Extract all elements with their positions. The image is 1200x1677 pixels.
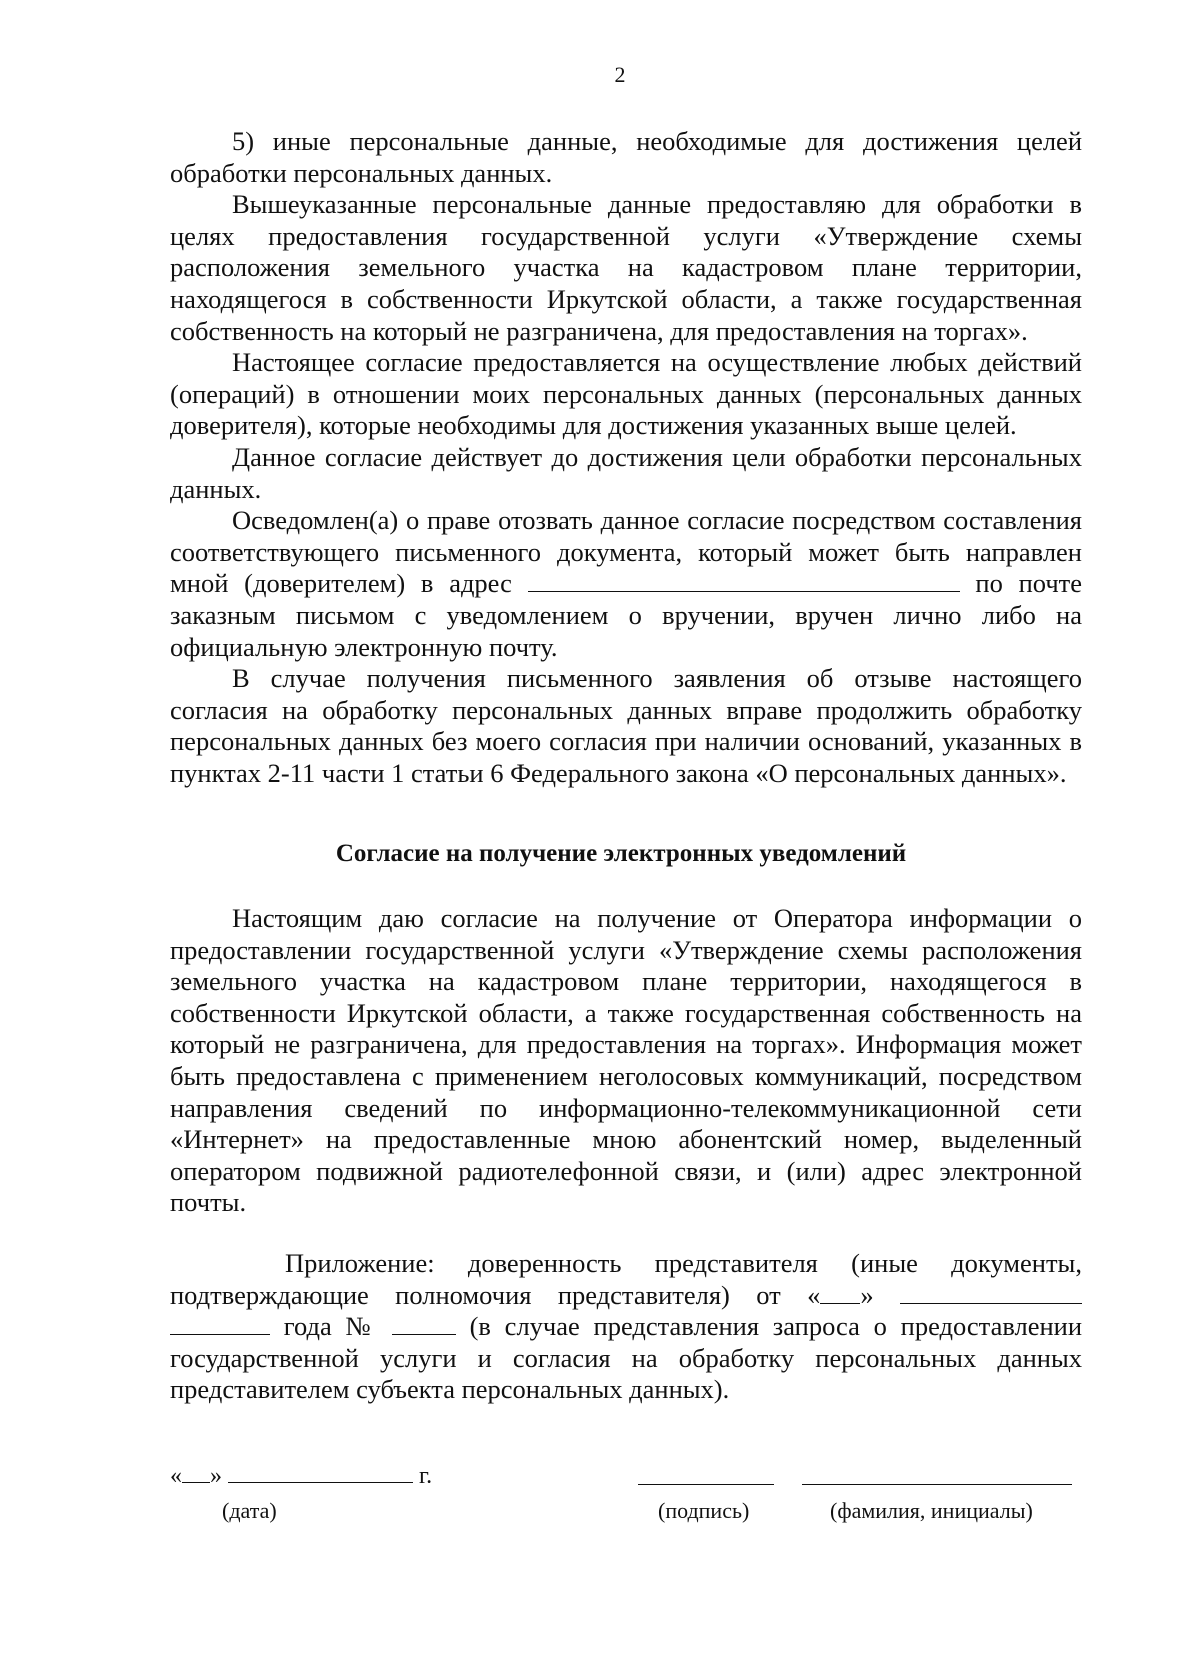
- year-suffix: г.: [419, 1463, 433, 1489]
- paragraph-purpose: Вышеуказанные персональные данные предоставляю для обработки в целях предоставления государственной услуги «Утверждение схемы расположения земельного участка на кадастровом плане территории, находящегося в собственности Иркутской области, а также государственная собственность на который не разграничена, для предоставления на торгах».: [170, 189, 1082, 346]
- date-close-quote: »: [210, 1463, 222, 1489]
- caption-date: (дата): [222, 1498, 277, 1523]
- paragraph-other-data: 5) иные персональные данные, необходимые для достижения целей обработки персональных данных.: [170, 126, 1082, 188]
- signature-day-blank[interactable]: [182, 1462, 210, 1483]
- page-number: 2: [614, 62, 626, 87]
- appendix-year-blank[interactable]: [170, 1312, 270, 1335]
- document-body: [170, 126, 1082, 1406]
- date-open-quote: «: [170, 1463, 182, 1489]
- paragraph-validity: Данное согласие действует до достижения цели обработки персональных данных.: [170, 441, 1082, 504]
- paragraph-appendix: [170, 1248, 1082, 1406]
- caption-signature: (подпись): [658, 1498, 750, 1523]
- appendix-text-2: »: [860, 1279, 874, 1310]
- appendix-month-blank[interactable]: [900, 1281, 1082, 1304]
- appendix-text-4: (в случае представления запроса о предоставлении государственной услуги и согласия на обработку персональных данных представителем субъекта персональных данных).: [170, 1311, 1083, 1405]
- appendix-text-3: года №: [283, 1311, 378, 1342]
- paragraph-electronic-consent: Настоящим даю согласие на получение от Оператора информации о предоставлении государственной услуги «Утверждение схемы расположения земельного участка на кадастровом плане территории, находящегося в собственности Иркутской области, а также государственная собственность на который не разграничена, для предоставления на торгах». Информация может быть предоставлена с применением неголосовых коммуникаций, посредством направления сведений по информационно-телекоммуникационной сети «Интернет» на предоставленные мною абонентский номер, выделенный оператором подвижной радиотелефонной связи, и (или) адрес электронной почты.: [170, 903, 1082, 1218]
- appendix-day-blank[interactable]: [820, 1281, 860, 1304]
- appendix-text-1: Приложение: доверенность представителя (иные документы, подтверждающие полномочия представителя) от «: [170, 1248, 1082, 1310]
- appendix-number-blank[interactable]: [392, 1312, 456, 1335]
- signature-blank-line[interactable]: [638, 1484, 774, 1485]
- caption-name: (фамилия, инициалы): [830, 1498, 1033, 1523]
- signature-date-line: [170, 1462, 432, 1490]
- address-blank-line[interactable]: [528, 569, 960, 592]
- withdrawal-text-after: по почте заказным письмом с уведомлением о вручении, вручен лично либо на официальную электронную почту.: [170, 568, 1083, 662]
- withdrawal-text-before: Осведомлен(а) о праве отозвать данное согласие посредством составления соответствующего письменного документа, который может быть направлен мной (доверителем) в адрес: [170, 505, 1082, 599]
- paragraph-continuation: В случае получения письменного заявления об отзыве настоящего согласия на обработку персональных данных вправе продолжить обработку персональных данных без моего согласия при наличии оснований, указанных в пунктах 2-11 части 1 статьи 6 Федерального закона «О персональных данных».: [170, 663, 1082, 788]
- paragraph-actions: Настоящее согласие предоставляется на осуществление любых действий (операций) в отношении моих персональных данных (персональных данных доверителя), которые необходимы для достижения указанных выше целей.: [170, 347, 1082, 441]
- paragraph-withdrawal: [170, 505, 1082, 663]
- name-blank-line[interactable]: [802, 1484, 1072, 1485]
- section-title: Согласие на получение электронных уведомлений: [335, 840, 907, 868]
- signature-block: [170, 1462, 1082, 1542]
- signature-month-year-blank[interactable]: [228, 1462, 413, 1483]
